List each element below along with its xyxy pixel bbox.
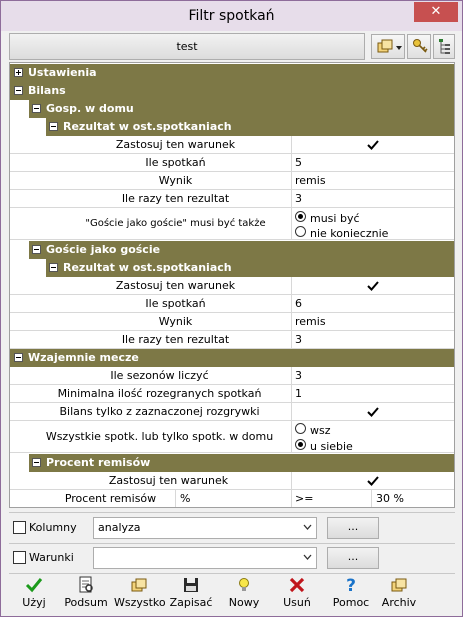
apply-checkbox[interactable] [292,472,454,490]
property-zastosuj-gosp: Zastosuj ten warunek [10,136,454,154]
section-rezultat-goscie[interactable] [10,259,454,277]
checkmark-icon [367,475,379,487]
apply-checkbox[interactable] [292,403,454,421]
property-ile-sezonow: Ile sezonów liczyć 3 [10,367,454,385]
checkmark-icon [367,280,379,292]
close-button[interactable]: ✕ [414,2,458,22]
kolumny-checkbox[interactable] [13,521,26,534]
open-filter-dropdown[interactable] [371,34,405,59]
property-bilans-tylko: Bilans tylko z zaznaczonej rozgrywki [10,403,454,421]
section-label: Gosp. w domu [46,102,134,115]
section-label: Procent remisów [46,456,151,469]
warunki-more-button[interactable]: ... [327,547,379,569]
value-field[interactable]: remis [292,313,454,331]
value-field[interactable]: 6 [292,295,454,313]
radio-icon [295,211,306,222]
help-question-icon [342,576,360,594]
apply-checkbox[interactable] [292,136,454,154]
kolumny-row [9,515,455,541]
collapse-icon[interactable] [14,86,23,95]
section-procent-remisow[interactable] [10,454,454,472]
section-label: Ustawienia [28,66,97,79]
kolumny-select[interactable]: analyza [93,517,317,539]
radio-icon [295,226,306,237]
lightbulb-icon [235,576,253,594]
property-ile-razy-goscie: Ile razy ten rezultat 3 [10,331,454,349]
expand-icon[interactable] [14,68,23,77]
property-zastosuj-goscie: Zastosuj ten warunek [10,277,454,295]
warunki-row [9,545,455,571]
window-title: Filtr spotkań [188,8,275,24]
unit-label: % [176,490,292,508]
value-field[interactable]: 3 [292,331,454,349]
tree-icon [438,38,452,56]
filter-tree [9,62,455,508]
delete-x-icon [288,576,306,594]
checkmark-icon [25,576,43,594]
property-ile-spotkan-goscie: Ile spotkań 6 [10,295,454,313]
archiv-button[interactable]: Archiv [374,576,424,616]
key-icon [412,38,428,56]
action-bar [1,573,462,617]
collapse-icon[interactable] [32,245,41,254]
property-wynik-goscie: Wynik remis [10,313,454,331]
section-bilans[interactable] [10,82,454,100]
operator-field[interactable]: >= [292,490,372,508]
percent-value-field[interactable]: 30 % [372,490,454,508]
archive-folders-icon [390,576,408,594]
filter-name-button[interactable]: test [9,33,365,60]
section-gosp-w-domu[interactable] [10,100,454,118]
section-label: Rezultat w ost.spotkaniach [63,120,232,133]
property-wynik-gosp: Wynik remis [10,172,454,190]
property-min-ilosc: Minimalna ilość rozegranych spotkań 1 [10,385,454,403]
warunki-checkbox[interactable] [13,551,26,564]
divider [9,512,455,513]
save-disk-icon [182,576,200,594]
keys-button[interactable] [407,34,431,59]
usun-button[interactable]: Usuń [272,576,322,616]
svg-text:?: ? [346,576,356,594]
value-field[interactable]: remis [292,172,454,190]
document-magnifier-icon [77,576,95,594]
value-field[interactable]: 3 [292,190,454,208]
tree-view-button[interactable] [433,34,455,59]
nowy-button[interactable]: Nowy [219,576,269,616]
section-goscie-jako-goscie[interactable] [10,241,454,259]
checkmark-icon [367,406,379,418]
apply-checkbox[interactable] [292,277,454,295]
wszystko-button[interactable]: Wszystko [114,576,164,616]
section-label: Rezultat w ost.spotkaniach [63,261,232,274]
radio-icon [295,439,306,450]
property-ile-spotkan-gosp: Ile spotkań 5 [10,154,454,172]
value-field[interactable]: 5 [292,154,454,172]
property-goscie-warunek: "Goście jako goście" musi być także musi być nie koniecznie [10,208,454,240]
section-label: Bilans [28,84,66,97]
collapse-icon[interactable] [32,104,41,113]
value-field[interactable]: 1 [292,385,454,403]
folders-icon [130,576,148,594]
zapisac-button[interactable]: Zapisać [166,576,216,616]
title-bar [1,1,462,31]
pomoc-button[interactable]: ? Pomoc [332,576,370,609]
collapse-icon[interactable] [14,353,23,362]
property-procent-remisow: Procent remisów % >= 30 % [10,490,454,508]
warunki-select[interactable] [93,547,317,569]
toolbar [9,33,455,61]
uzyj-button[interactable]: Użyj [9,576,59,616]
chevron-down-icon [303,553,312,562]
section-rezultat-gosp[interactable] [10,118,454,136]
section-ustawienia[interactable] [10,64,454,82]
radio-icon [295,423,306,434]
podsum-button[interactable]: Podsum [61,576,111,616]
property-zastosuj-procent: Zastosuj ten warunek [10,472,454,490]
collapse-icon[interactable] [32,458,41,467]
collapse-icon[interactable] [49,263,58,272]
folder-copy-icon [376,38,402,56]
kolumny-label: Kolumny [29,521,77,534]
property-wszystkie-spotk: Wszystkie spotk. lub tylko spotk. w domu wsz u siebie [10,421,454,453]
divider [9,543,455,544]
warunki-label: Warunki [29,551,74,564]
section-wzajemnie-mecze[interactable] [10,349,454,367]
collapse-icon[interactable] [49,122,58,131]
section-label: Goście jako goście [46,243,161,256]
section-label: Wzajemnie mecze [28,351,139,364]
value-field[interactable]: 3 [292,367,454,385]
chevron-down-icon [303,523,312,532]
kolumny-more-button[interactable]: ... [327,517,379,539]
checkmark-icon [367,139,379,151]
property-ile-razy-gosp: Ile razy ten rezultat 3 [10,190,454,208]
